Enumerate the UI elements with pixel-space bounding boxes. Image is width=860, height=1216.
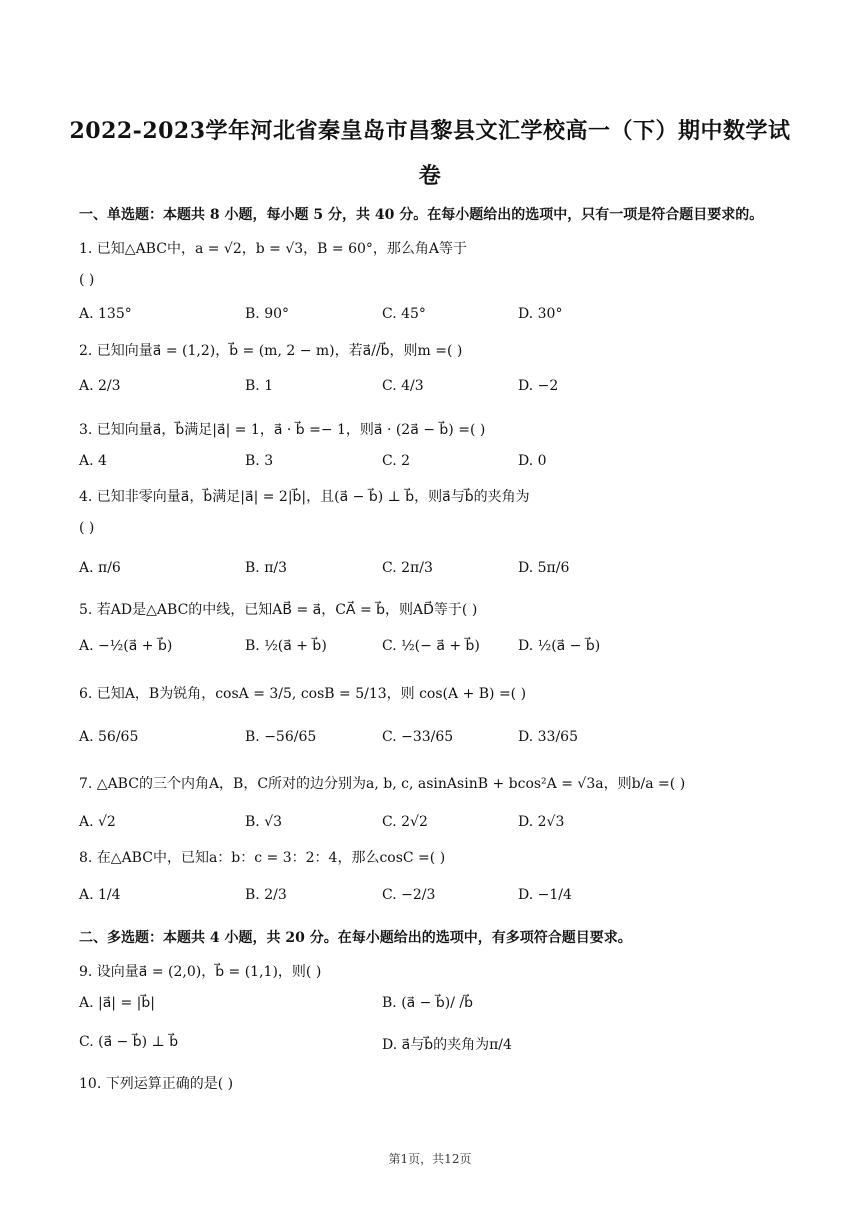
question-9-option-a: A. |a⃗| = |b⃗| <box>79 995 155 1011</box>
question-8-option-b: B. 2/3 <box>245 887 287 903</box>
question-7-option-d: D. 2√3 <box>518 814 565 830</box>
question-5-option-b: B. ½(a⃗ + b⃗) <box>245 638 327 654</box>
question-8-option-a: A. 1/4 <box>79 887 121 903</box>
section-multiple-choice-header: 二、多选题：本题共 4 小题，共 20 分。在每小题给出的选项中，有多项符合题目要求。 <box>79 930 632 946</box>
question-4-option-c: C. 2π/3 <box>382 560 433 576</box>
question-3-option-d: D. 0 <box>518 453 547 469</box>
question-3-option-b: B. 3 <box>245 453 274 469</box>
question-3-option-a: A. 4 <box>79 453 107 469</box>
question-9-stem: 9. 设向量a⃗ = (2,0)，b⃗ = (1,1)，则( ) <box>79 964 322 980</box>
question-6-option-b: B. −56/65 <box>245 729 317 745</box>
question-9-option-b: B. (a⃗ − b⃗)/ /b⃗ <box>382 995 473 1011</box>
question-7-option-c: C. 2√2 <box>382 814 428 830</box>
question-8-option-c: C. −2/3 <box>382 887 436 903</box>
question-8-stem: 8. 在△ABC中，已知a：b：c = 3：2：4，那么cosC =( ) <box>79 850 446 866</box>
question-1-option-b: B. 90° <box>245 306 290 322</box>
page-number-footer: 第1页，共12页 <box>388 1152 472 1166</box>
question-6-option-a: A. 56/65 <box>79 729 139 745</box>
question-1-option-d: D. 30° <box>518 306 563 322</box>
question-1-stem: 1. 已知△ABC中，a = √2，b = √3，B = 60°，那么角A等于 <box>79 241 468 257</box>
question-4-option-a: A. π/6 <box>79 560 121 576</box>
question-6-option-d: D. 33/65 <box>518 729 578 745</box>
question-7-stem: 7. △ABC的三个内角A，B，C所对的边分别为a, b, c, asinAsinB + bcos²A = √3a，则b/a =( ) <box>79 776 686 792</box>
question-5-option-c: C. ½(− a⃗ + b⃗) <box>382 638 480 654</box>
question-5-option-a: A. −½(a⃗ + b⃗) <box>79 638 173 654</box>
exam-title-line-2: 卷 <box>418 163 442 189</box>
question-2-stem: 2. 已知向量a⃗ = (1,2)，b⃗ = (m, 2 − m)，若a⃗//b⃗，则m =( ) <box>79 343 463 359</box>
question-4-answer-paren: ( ) <box>79 520 95 536</box>
question-9-option-d: D. a⃗与b⃗的夹角为π/4 <box>382 1037 512 1053</box>
question-3-stem: 3. 已知向量a⃗，b⃗满足|a⃗| = 1，a⃗ · b⃗ =− 1，则a⃗ · (2a⃗ − b⃗) =( ) <box>79 422 486 438</box>
question-4-stem: 4. 已知非零向量a⃗，b⃗满足|a⃗| = 2|b⃗|，且(a⃗ − b⃗) ⊥ b⃗，则a⃗与b⃗的夹角为 <box>79 489 530 505</box>
question-7-option-a: A. √2 <box>79 814 116 830</box>
question-4-option-b: B. π/3 <box>245 560 288 576</box>
question-3-option-c: C. 2 <box>382 453 411 469</box>
question-4-option-d: D. 5π/6 <box>518 560 570 576</box>
question-9-option-c: C. (a⃗ − b⃗) ⊥ b⃗ <box>79 1034 179 1050</box>
question-1-option-c: C. 45° <box>382 306 426 322</box>
question-2-option-c: C. 4/3 <box>382 378 424 394</box>
question-2-option-a: A. 2/3 <box>79 378 121 394</box>
question-2-option-b: B. 1 <box>245 378 274 394</box>
question-5-stem: 5. 若AD是△ABC的中线，已知AB⃗ = a⃗，CA⃗ = b⃗，则AD⃗等于( ) <box>79 602 478 618</box>
question-6-stem: 6. 已知A，B为锐角，cosA = 3/5, cosB = 5/13，则 cos(A + B) =( ) <box>79 686 527 702</box>
question-1-option-a: A. 135° <box>79 306 132 322</box>
question-8-option-d: D. −1/4 <box>518 887 572 903</box>
question-7-option-b: B. √3 <box>245 814 283 830</box>
exam-title-line-1: 2022-2023学年河北省秦皇岛市昌黎县文汇学校高一（下）期中数学试 <box>69 118 791 144</box>
section-single-choice-header: 一、单选题：本题共 8 小题，每小题 5 分，共 40 分。在每小题给出的选项中，只有一项是符合题目要求的。 <box>79 207 764 223</box>
question-2-option-d: D. −2 <box>518 378 559 394</box>
question-1-answer-paren: ( ) <box>79 272 95 288</box>
question-10-stem: 10. 下列运算正确的是( ) <box>79 1076 234 1092</box>
question-6-option-c: C. −33/65 <box>382 729 454 745</box>
question-5-option-d: D. ½(a⃗ − b⃗) <box>518 638 601 654</box>
